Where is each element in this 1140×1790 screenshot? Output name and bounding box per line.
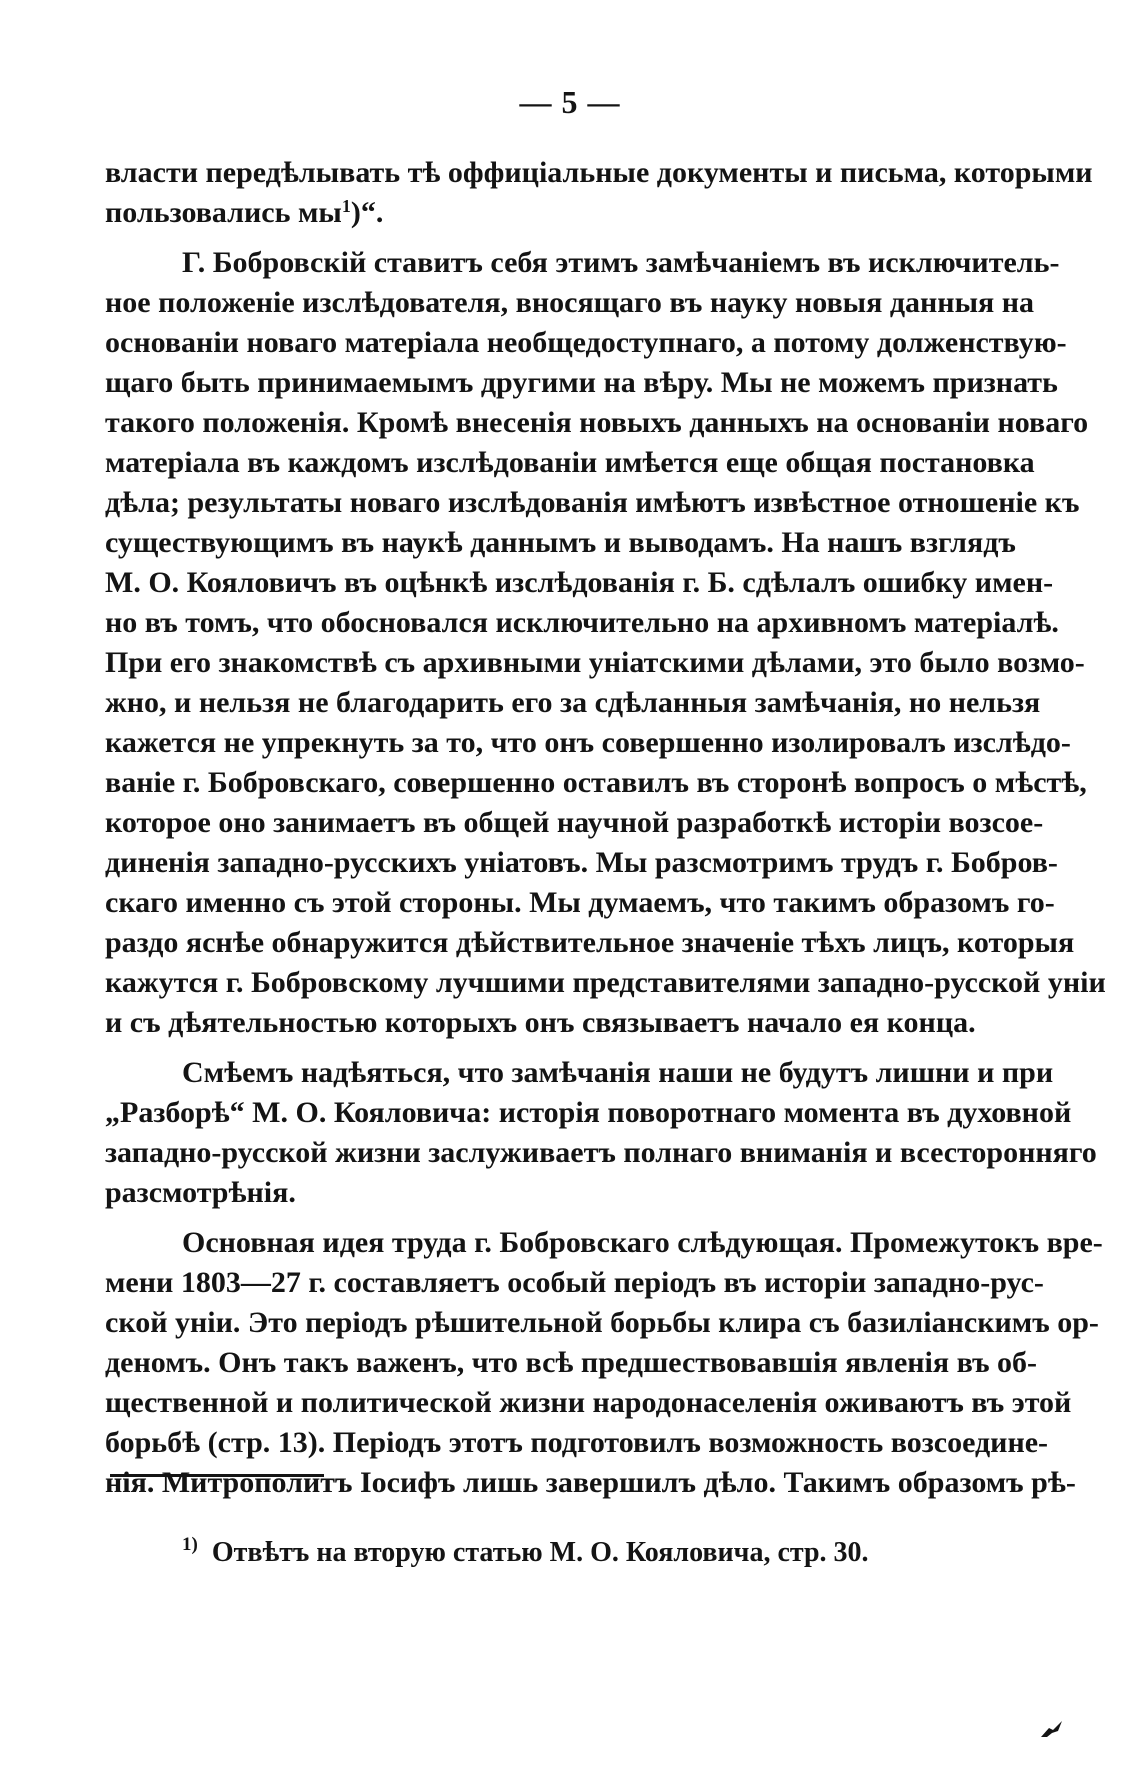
text-line: Смѣемъ надѣяться, что замѣчанія наши не будутъ лишни и при (182, 1056, 1054, 1089)
paragraph-2 (105, 243, 1106, 1043)
text-line: деномъ. Онъ такъ важенъ, что всѣ предшествовавшія явленія въ об- (105, 1346, 1038, 1379)
text-line: Основная идея труда г. Бобровскаго слѣдующая. Промежутокъ вре- (182, 1226, 1103, 1259)
text-line: щественной и политической жизни народонаселенія оживаютъ въ этой (105, 1386, 1072, 1419)
text-line: нія. Митрополитъ Іосифъ лишь завершилъ дѣло. Такимъ образомъ рѣ- (105, 1466, 1076, 1499)
text-line: щаго быть принимаемымъ другими на вѣру. Мы не можемъ признать (105, 366, 1058, 399)
text-line: борьбѣ (стр. 13). Періодъ этотъ подготовилъ возможность возсоедине- (105, 1426, 1049, 1459)
page-number: — 5 — (519, 84, 621, 120)
text-line: скаго именно съ этой стороны. Мы думаемъ, что такимъ образомъ го- (105, 886, 1055, 919)
footnote-divider (110, 1474, 324, 1477)
text-line: диненія западно-русскихъ уніатовъ. Мы разсмотримъ трудъ г. Бобров- (105, 846, 1058, 879)
footnote-text: Отвѣтъ на вторую статью М. О. Кояловича, стр. 30. (211, 1537, 869, 1568)
paragraph-3 (105, 1053, 1097, 1213)
text-line: западно-русской жизни заслуживаетъ полнаго вниманія и всесторонняго (105, 1136, 1097, 1169)
text-line: При его знакомствѣ съ архивными уніатскими дѣлами, это было возмо- (105, 646, 1085, 679)
text-line: кажутся г. Бобровскому лучшими представителями западно-русской уніи (105, 966, 1106, 999)
text-line: дѣла; результаты новаго изслѣдованія имѣютъ извѣстное отношеніе къ (105, 486, 1080, 519)
text-line: основаніи новаго матеріала необщедоступнаго, а потому долженствую- (105, 326, 1067, 359)
footnote-reference: 1 (341, 196, 351, 217)
text-line: Г. Бобровскій ставитъ себя этимъ замѣчаніемъ въ исключитель- (182, 246, 1060, 279)
text-line: которое оно занимаетъ въ общей научной разработкѣ исторіи возсое- (105, 806, 1044, 839)
text-line: существующимъ въ наукѣ даннымъ и выводамъ. На нашъ взглядъ (105, 526, 1016, 559)
text-line: такого положенія. Кромѣ внесенія новыхъ данныхъ на основаніи новаго (105, 406, 1089, 439)
text-line: жно, и нельзя не благодарить его за сдѣланныя замѣчанія, но нельзя (105, 686, 1041, 719)
text-line: ное положеніе изслѣдователя, вносящаго въ науку новыя данныя на (105, 286, 1035, 319)
text-line: ской уніи. Это періодъ рѣшительной борьбы клира съ базиліанскимъ ор- (105, 1306, 1099, 1339)
text-line: матеріала въ каждомъ изслѣдованіи имѣется еще общая постановка (105, 446, 1035, 479)
text-line: кажется не упрекнуть за то, что онъ совершенно изолировалъ изслѣдо- (105, 726, 1071, 759)
text-line-content: пользовались мы (105, 196, 342, 229)
body-text (105, 153, 1106, 1503)
text-line: власти передѣлывать тѣ оффиціальные документы и письма, которыми (105, 156, 1093, 189)
ink-smudge-mark (1040, 1720, 1064, 1738)
text-line: раздо яснѣе обнаружится дѣйствительное значеніе тѣхъ лицъ, которыя (105, 926, 1075, 959)
text-line: но въ томъ, что обосновался исключительно на архивномъ матеріалѣ. (105, 606, 1059, 639)
paragraph-1 (105, 153, 1093, 233)
paragraph-4 (105, 1223, 1103, 1503)
text-line: и съ дѣятельностью которыхъ онъ связываетъ начало ея конца. (105, 1006, 976, 1039)
text-line: М. О. Кояловичъ въ оцѣнкѣ изслѣдованія г. Б. сдѣлалъ ошибку имен- (105, 566, 1054, 599)
text-line-tail: )“. (350, 196, 384, 229)
text-line: разсмотрѣнія. (105, 1176, 296, 1209)
footnote: 1) Отвѣтъ на вторую статью М. О. Кояловича, стр. 30. (182, 1533, 869, 1568)
text-line: „Разборѣ“ М. О. Кояловича: исторія поворотнаго момента въ духовной (105, 1096, 1072, 1129)
text-line (105, 193, 1010, 233)
text-line: мени 1803—27 г. составляетъ особый періодъ въ исторіи западно-рус- (105, 1266, 1044, 1299)
text-line: ваніе г. Бобровскаго, совершенно оставилъ въ сторонѣ вопросъ о мѣстѣ, (105, 766, 1087, 799)
